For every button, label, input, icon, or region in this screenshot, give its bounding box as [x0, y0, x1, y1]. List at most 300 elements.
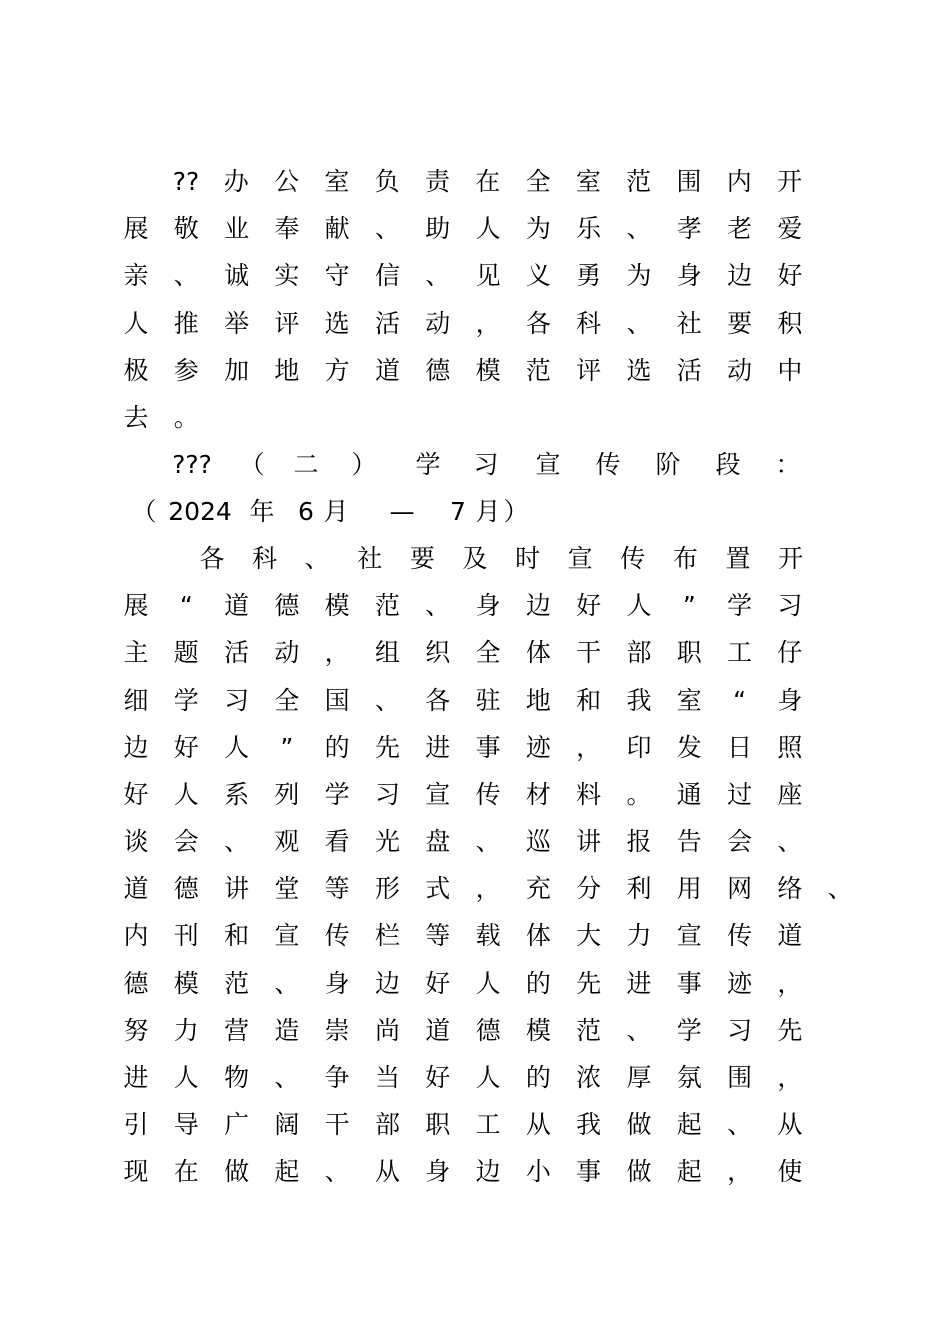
text-line-13: [124, 726, 824, 770]
glyph: 迹: [525, 733, 551, 762]
glyph: 努: [123, 1016, 149, 1045]
glyph: 要: [727, 309, 753, 338]
glyph: 争: [324, 1063, 350, 1092]
glyph: 为: [525, 214, 551, 243]
glyph: 模: [324, 591, 350, 620]
glyph: 内: [726, 167, 752, 196]
glyph: 题: [173, 638, 199, 667]
glyph: 边: [374, 969, 400, 998]
glyph: 利: [626, 874, 652, 903]
glyph: 起: [676, 1157, 702, 1186]
glyph: 德: [425, 356, 451, 385]
glyph: 7: [450, 497, 466, 526]
glyph: ，: [475, 309, 501, 338]
glyph: ）: [351, 450, 377, 479]
glyph: 、: [224, 827, 250, 856]
glyph: （: [131, 497, 157, 526]
glyph: 好: [123, 780, 149, 809]
glyph: 义: [525, 261, 551, 290]
glyph: 诚: [224, 261, 250, 290]
glyph: 及: [462, 544, 488, 573]
glyph: 用: [676, 874, 702, 903]
glyph: 分: [576, 874, 602, 903]
glyph: 先: [777, 1016, 803, 1045]
glyph: 学: [727, 591, 753, 620]
glyph: 、: [475, 827, 501, 856]
glyph: 活: [224, 638, 250, 667]
glyph: 极: [123, 356, 149, 385]
text-line-1: [124, 160, 824, 204]
glyph: 评: [576, 356, 602, 385]
glyph: 传: [595, 450, 621, 479]
glyph: 导: [173, 1110, 199, 1139]
glyph: 各: [525, 309, 551, 338]
section-heading: [124, 443, 824, 487]
glyph: 部: [626, 638, 652, 667]
glyph: 守: [324, 261, 350, 290]
glyph: 材: [525, 780, 551, 809]
glyph: 的: [525, 1063, 551, 1092]
glyph: 栏: [374, 921, 400, 950]
glyph: ，: [777, 1063, 803, 1092]
glyph: 仔: [777, 638, 803, 667]
glyph: 观: [274, 827, 300, 856]
glyph: 二: [293, 450, 319, 479]
glyph: 方: [324, 356, 350, 385]
glyph: 阶: [655, 450, 681, 479]
text-line-22: [124, 1150, 824, 1194]
glyph: 现: [123, 1157, 149, 1186]
glyph: 宣: [274, 921, 300, 950]
glyph: 德: [274, 591, 300, 620]
glyph: 传: [475, 780, 501, 809]
text-line-20: [124, 1056, 824, 1100]
glyph: 做: [626, 1157, 652, 1186]
glyph: 、: [626, 309, 652, 338]
glyph: 实: [274, 261, 300, 290]
glyph: 告: [676, 827, 702, 856]
glyph: 办: [223, 167, 249, 196]
glyph: 推: [173, 309, 199, 338]
glyph: 选: [626, 356, 652, 385]
glyph: 地: [274, 356, 300, 385]
glyph: 身: [425, 1157, 451, 1186]
glyph: 布: [672, 544, 698, 573]
glyph: 室: [324, 167, 350, 196]
glyph: 发: [676, 733, 702, 762]
glyph: 社: [676, 309, 702, 338]
glyph: 开: [778, 544, 804, 573]
glyph: 人: [173, 780, 199, 809]
glyph: 迹: [727, 969, 753, 998]
glyph: 习: [777, 591, 803, 620]
glyph: 助: [425, 214, 451, 243]
glyph: 宣: [676, 921, 702, 950]
glyph: 广: [224, 1110, 250, 1139]
glyph: 宣: [535, 450, 561, 479]
glyph: 物: [224, 1063, 250, 1092]
glyph: 模: [173, 969, 199, 998]
text-line-4: [124, 302, 824, 346]
glyph: 驻: [475, 686, 501, 715]
glyph: 时: [515, 544, 541, 573]
glyph: 习: [473, 450, 499, 479]
glyph: （: [239, 450, 265, 479]
glyph: 敬: [173, 214, 199, 243]
text-line-18: [124, 962, 824, 1006]
glyph: 过: [727, 780, 753, 809]
glyph: 巡: [525, 827, 551, 856]
glyph: 崇: [324, 1016, 350, 1045]
glyph: 我: [576, 1110, 602, 1139]
glyph: 大: [576, 921, 602, 950]
glyph: 学: [324, 780, 350, 809]
glyph: 勇: [576, 261, 602, 290]
glyph: 边: [525, 591, 551, 620]
glyph: 络: [777, 874, 803, 903]
glyph: 讲: [224, 874, 250, 903]
glyph: 起: [274, 1157, 300, 1186]
glyph: 传: [324, 921, 350, 950]
glyph: —: [389, 497, 415, 526]
glyph: “: [179, 591, 193, 620]
glyph: 月: [323, 497, 349, 526]
glyph: 职: [676, 638, 702, 667]
glyph: 和: [224, 921, 250, 950]
glyph: 奉: [274, 214, 300, 243]
text-line-10: [124, 584, 824, 628]
glyph: 进: [123, 1063, 149, 1092]
glyph: 和: [576, 686, 602, 715]
glyph: 式: [425, 874, 451, 903]
glyph: 爱: [777, 214, 803, 243]
glyph: 进: [626, 969, 652, 998]
glyph: 范: [224, 969, 250, 998]
glyph: 网: [727, 874, 753, 903]
glyph: 为: [626, 261, 652, 290]
glyph: 边: [475, 1157, 501, 1186]
glyph: 全: [274, 686, 300, 715]
glyph: ，: [576, 733, 602, 762]
glyph: ，: [324, 638, 350, 667]
glyph: 围: [727, 1063, 753, 1092]
glyph: 日: [727, 733, 753, 762]
glyph: 亲: [123, 261, 149, 290]
glyph: 范: [626, 167, 652, 196]
glyph: 学: [173, 686, 199, 715]
glyph: 印: [626, 733, 652, 762]
glyph: 加: [224, 356, 250, 385]
glyph: 全: [475, 638, 501, 667]
glyph: 氛: [676, 1063, 702, 1092]
glyph: 6: [298, 497, 314, 526]
glyph: 边: [123, 733, 149, 762]
glyph: ???: [172, 450, 212, 479]
glyph: 从: [777, 1110, 803, 1139]
glyph: 等: [425, 921, 451, 950]
glyph: 道: [123, 874, 149, 903]
glyph: 干: [576, 638, 602, 667]
glyph: 做: [626, 1110, 652, 1139]
glyph: 、: [425, 591, 451, 620]
glyph: ，: [475, 874, 501, 903]
glyph: 形: [374, 874, 400, 903]
glyph: ，: [777, 969, 803, 998]
text-line-15: [124, 820, 824, 864]
glyph: 德: [173, 874, 199, 903]
glyph: 好: [425, 969, 451, 998]
glyph: 国: [324, 686, 350, 715]
glyph: 身: [324, 969, 350, 998]
glyph: 营: [224, 1016, 250, 1045]
glyph: 好: [576, 591, 602, 620]
glyph: 人: [626, 591, 652, 620]
glyph: 、: [274, 1063, 300, 1092]
glyph: 阔: [274, 1110, 300, 1139]
glyph: ）: [503, 497, 529, 526]
glyph: 身: [475, 591, 501, 620]
glyph: 引: [123, 1110, 149, 1139]
glyph: ，: [727, 1157, 753, 1186]
glyph: 、: [626, 214, 652, 243]
glyph: 、: [425, 261, 451, 290]
glyph: 的: [324, 733, 350, 762]
text-line-5: [124, 349, 824, 393]
glyph: 责: [424, 167, 450, 196]
glyph: 开: [777, 167, 803, 196]
glyph: 身: [676, 261, 702, 290]
glyph: 会: [727, 827, 753, 856]
glyph: 各: [425, 686, 451, 715]
glyph: 载: [475, 921, 501, 950]
glyph: 老: [727, 214, 753, 243]
glyph: 范: [576, 1016, 602, 1045]
glyph: 好: [777, 261, 803, 290]
glyph: 范: [525, 356, 551, 385]
glyph: 宣: [567, 544, 593, 573]
glyph: 去: [123, 403, 149, 432]
glyph: 动: [425, 309, 451, 338]
glyph: 细: [123, 686, 149, 715]
glyph: 科: [576, 309, 602, 338]
glyph: 评: [274, 309, 300, 338]
text-line-14: [124, 773, 824, 817]
glyph: 好: [425, 1063, 451, 1092]
glyph: 好: [173, 733, 199, 762]
glyph: 2024: [168, 497, 232, 526]
glyph: 从: [525, 1110, 551, 1139]
glyph: 先: [576, 969, 602, 998]
glyph: 在: [475, 167, 501, 196]
glyph: 道: [777, 921, 803, 950]
glyph: 乐: [576, 214, 602, 243]
text-line-12: [124, 679, 824, 723]
glyph: 。: [173, 403, 199, 432]
glyph: 置: [725, 544, 751, 573]
glyph: 年: [249, 497, 275, 526]
glyph: 组: [374, 638, 400, 667]
glyph: 先: [374, 733, 400, 762]
text-line-6: [124, 396, 824, 440]
glyph: 展: [123, 591, 149, 620]
glyph: 科: [252, 544, 278, 573]
glyph: 德: [475, 1016, 501, 1045]
glyph: 围: [676, 167, 702, 196]
glyph: 积: [777, 309, 803, 338]
glyph: 力: [626, 921, 652, 950]
glyph: 料: [576, 780, 602, 809]
glyph: 、: [173, 261, 199, 290]
glyph: 使: [777, 1157, 803, 1186]
glyph: 通: [676, 780, 702, 809]
glyph: 信: [374, 261, 400, 290]
text-line-21: [124, 1103, 824, 1147]
glyph: 范: [374, 591, 400, 620]
glyph: 内: [123, 921, 149, 950]
glyph: 尚: [374, 1016, 400, 1045]
glyph: ??: [172, 167, 200, 196]
glyph: 动: [727, 356, 753, 385]
glyph: 室: [676, 686, 702, 715]
glyph: 工: [727, 638, 753, 667]
glyph: 身: [777, 686, 803, 715]
glyph: 、: [274, 969, 300, 998]
glyph: 习: [224, 686, 250, 715]
glyph: 传: [727, 921, 753, 950]
glyph: 道: [224, 591, 250, 620]
glyph: 中: [777, 356, 803, 385]
glyph: 模: [475, 356, 501, 385]
glyph: ：: [775, 450, 801, 479]
glyph: 部: [374, 1110, 400, 1139]
text-line-19: [124, 1009, 824, 1053]
glyph: 职: [425, 1110, 451, 1139]
glyph: 公: [274, 167, 300, 196]
glyph: 见: [475, 261, 501, 290]
glyph: 道: [425, 1016, 451, 1045]
glyph: 要: [409, 544, 435, 573]
glyph: 讲: [576, 827, 602, 856]
glyph: 堂: [274, 874, 300, 903]
glyph: 参: [173, 356, 199, 385]
glyph: 小: [525, 1157, 551, 1186]
glyph: 体: [525, 638, 551, 667]
glyph: 负: [374, 167, 400, 196]
glyph: “: [733, 686, 747, 715]
glyph: 照: [777, 733, 803, 762]
glyph: 力: [173, 1016, 199, 1045]
glyph: 社: [357, 544, 383, 573]
glyph: 习: [374, 780, 400, 809]
glyph: 谈: [123, 827, 149, 856]
glyph: 、: [324, 1157, 350, 1186]
glyph: 充: [525, 874, 551, 903]
glyph: 、: [304, 544, 330, 573]
glyph: 段: [715, 450, 741, 479]
glyph: 光: [374, 827, 400, 856]
glyph: 刊: [173, 921, 199, 950]
glyph: 进: [425, 733, 451, 762]
glyph: 献: [324, 214, 350, 243]
glyph: 活: [374, 309, 400, 338]
glyph: 习: [727, 1016, 753, 1045]
glyph: 业: [224, 214, 250, 243]
glyph: 事: [676, 969, 702, 998]
glyph: 各: [199, 544, 225, 573]
glyph: 、: [827, 874, 853, 903]
glyph: 、: [777, 827, 803, 856]
glyph: 事: [576, 1157, 602, 1186]
glyph: 、: [374, 686, 400, 715]
glyph: 全: [525, 167, 551, 196]
glyph: 报: [626, 827, 652, 856]
glyph: 盘: [425, 827, 451, 856]
section-date-range: [124, 490, 824, 534]
glyph: 等: [324, 874, 350, 903]
glyph: 、: [374, 214, 400, 243]
glyph: 室: [575, 167, 601, 196]
glyph: 人: [173, 1063, 199, 1092]
glyph: 月: [475, 497, 501, 526]
glyph: 做: [224, 1157, 250, 1186]
glyph: 人: [123, 309, 149, 338]
glyph: 道: [374, 356, 400, 385]
glyph: 举: [224, 309, 250, 338]
glyph: 、: [626, 1016, 652, 1045]
glyph: 在: [173, 1157, 199, 1186]
glyph: 当: [374, 1063, 400, 1092]
glyph: 边: [727, 261, 753, 290]
glyph: 列: [274, 780, 300, 809]
glyph: 人: [475, 214, 501, 243]
glyph: ”: [682, 591, 696, 620]
glyph: 造: [274, 1016, 300, 1045]
glyph: 的: [525, 969, 551, 998]
glyph: 、: [727, 1110, 753, 1139]
glyph: 会: [173, 827, 199, 856]
text-line-3: [124, 254, 824, 298]
glyph: 孝: [676, 214, 702, 243]
glyph: 我: [626, 686, 652, 715]
glyph: 起: [676, 1110, 702, 1139]
text-line-16: [124, 867, 864, 911]
glyph: 织: [425, 638, 451, 667]
glyph: 模: [525, 1016, 551, 1045]
glyph: 选: [324, 309, 350, 338]
glyph: 事: [475, 733, 501, 762]
text-line-2: [124, 207, 824, 251]
glyph: 德: [123, 969, 149, 998]
glyph: 浓: [576, 1063, 602, 1092]
glyph: 活: [676, 356, 702, 385]
text-line-11: [124, 631, 824, 675]
glyph: 看: [324, 827, 350, 856]
glyph: 展: [123, 214, 149, 243]
glyph: 学: [415, 450, 441, 479]
glyph: 人: [224, 733, 250, 762]
glyph: 主: [123, 638, 149, 667]
glyph: 座: [777, 780, 803, 809]
glyph: 人: [475, 1063, 501, 1092]
glyph: 宣: [425, 780, 451, 809]
glyph: 工: [475, 1110, 501, 1139]
glyph: 。: [626, 780, 652, 809]
glyph: 动: [274, 638, 300, 667]
glyph: 从: [374, 1157, 400, 1186]
glyph: ”: [280, 733, 294, 762]
glyph: 地: [525, 686, 551, 715]
glyph: 干: [324, 1110, 350, 1139]
